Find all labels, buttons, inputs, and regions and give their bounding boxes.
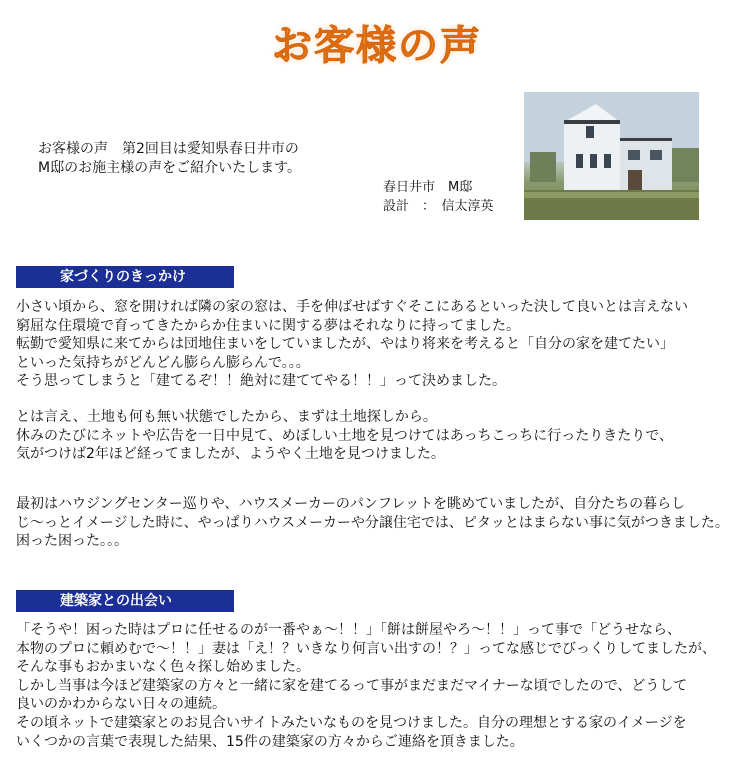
text-line: しかし当事は今ほど建築家の方々と一緒に家を建てるって事がまだまだマイナーな頃でしたので、どうして <box>16 677 688 694</box>
house-photo-icon <box>524 92 699 220</box>
text-line: 最初はハウジングセンター巡りや、ハウスメーカーのパンフレットを眺めていましたが、自分たちの暮らし <box>16 496 686 512</box>
text-line: とは言え、土地も何も無い状態でしたから、まずは土地探しから。 <box>16 409 437 425</box>
text-line: といった気持ちがどんどん膨らん膨らんで。。。 <box>16 354 310 371</box>
paragraph <box>16 621 716 751</box>
text-line: 気がつけば2年ほど経ってましたが、ようやく土地を見つけました。 <box>16 446 445 463</box>
text-line: そんな事もおかまいなく色々探し始めました。 <box>16 659 310 676</box>
house-photo <box>524 92 699 220</box>
text-line: その頃ネットで建築家とのお見合いサイトみたいなものを見つけました。自分の理想とする家のイメージを <box>16 714 687 731</box>
text-line: 休みのたびにネットや広告を一日中見て、めぼしい土地を見つけてはあっちこっちに行ったりきたりで、 <box>16 427 674 444</box>
text-line: いくつかの言葉で表現した結果、15件の建築家の方々からご連絡を頂きました。 <box>16 733 524 750</box>
text-line: 小さい頃から、窓を開ければ隣の家の窓は、手を伸ばせばすぐそこにあるといった決して良いとは言えない <box>16 299 688 315</box>
paragraph <box>16 298 688 391</box>
text-line: じ～っとイメージした時に、やっぱりハウスメーカーや分譲住宅では、ピタッとはまらない事に気がつきました。 <box>16 514 729 531</box>
page-title: お客様の声 <box>272 23 482 69</box>
section-heading: 建築家との出会い <box>16 590 234 612</box>
paragraph <box>16 495 729 551</box>
text-line: そう思ってしまうと「建てるぞ！！絶対に建ててやる！！」って決めました。 <box>16 373 506 390</box>
text-line: 良いのかわからない日々の連続。 <box>16 696 226 713</box>
intro-line: お客様の声 第2回目は愛知県春日井市の <box>38 141 299 157</box>
house-info <box>383 178 494 216</box>
text-line: 転勤で愛知県に来てからは団地住まいをしていましたが、やはり将来を考えると「自分の家を建てたい」 <box>16 336 674 353</box>
text-line: 窮屈な住環境で育ってきたからか住まいに関する夢はそれなりに持ってました。 <box>16 317 520 334</box>
text-line: 本物のプロに頼めむで～！！」妻は「え！？いきなり何言い出すの！？」ってな感じでびっくりしてましたが、 <box>16 640 716 657</box>
designer-name: 設計 ： 信太淳英 <box>383 199 494 214</box>
section-heading: 家づくりのきっかけ <box>16 266 234 288</box>
house-name: 春日井市 M邸 <box>383 180 473 195</box>
intro-text <box>38 140 301 178</box>
text-line: 困った困った。。。 <box>16 533 128 550</box>
text-line: 「そうや！困った時はプロに任せるのが一番やぁ～！！」「餅は餅屋やろ～！！」って事で「どうせなら、 <box>16 622 681 638</box>
intro-line: M邸のお施主様の声をご紹介いたします。 <box>38 160 301 176</box>
paragraph <box>16 408 673 464</box>
